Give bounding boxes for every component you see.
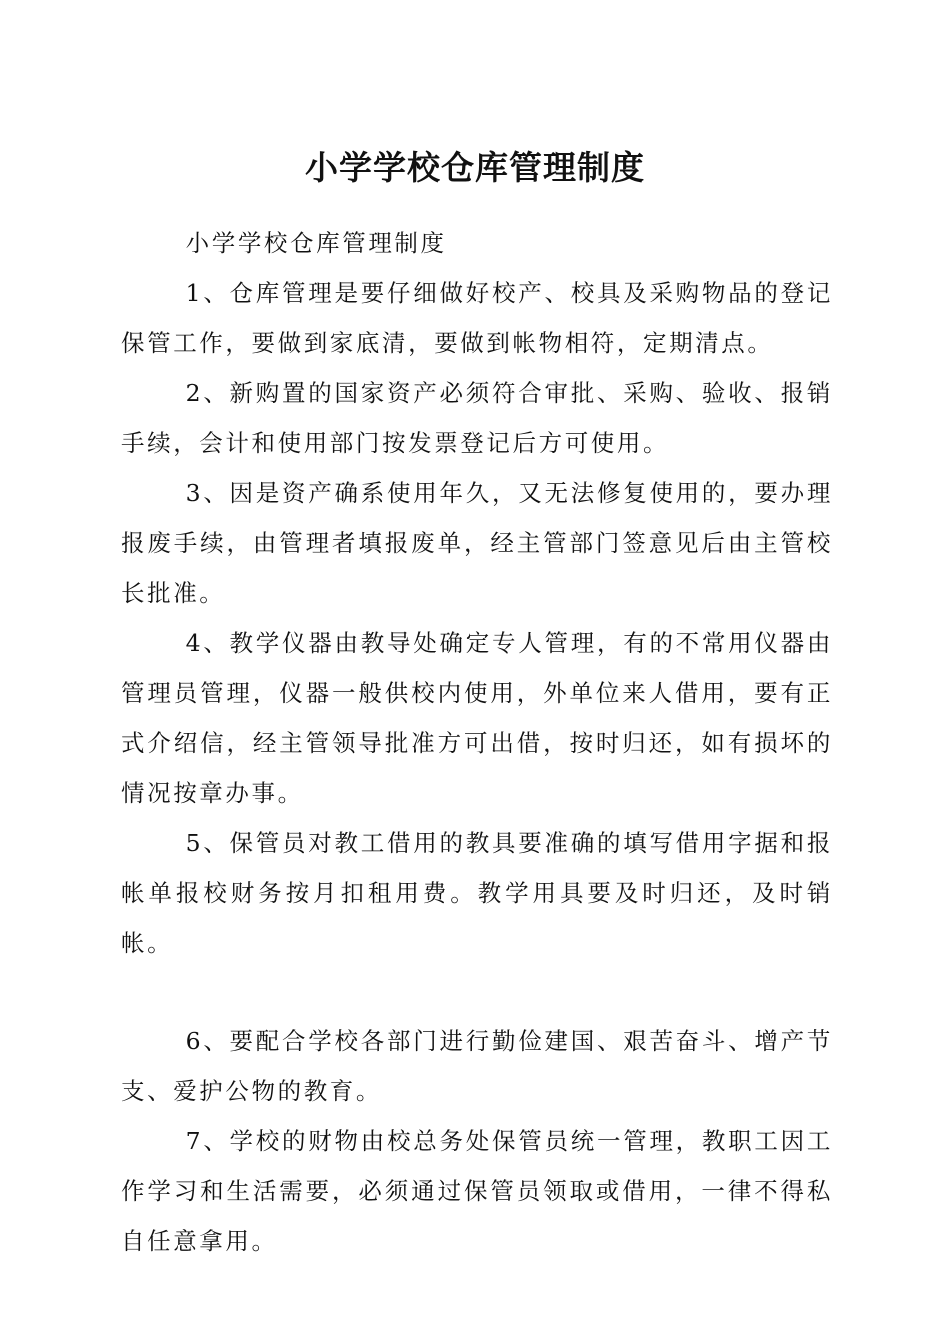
rule-paragraph-1: 1、仓库管理是要仔细做好校产、校具及采购物品的登记保管工作，要做到家底清，要做到帐物相符，定期清点。 xyxy=(121,279,833,357)
document-body xyxy=(121,218,833,1266)
rule-paragraph-7: 7、学校的财物由校总务处保管员统一管理，教职工因工作学习和生活需要，必须通过保管员领取或借用，一律不得私自任意拿用。 xyxy=(121,1127,833,1255)
rule-paragraph-5: 5、保管员对教工借用的教具要准确的填写借用字据和报帐单报校财务按月扣租用费。教学用具要及时归还，及时销帐。 xyxy=(121,829,833,957)
rule-paragraph-6: 6、要配合学校各部门进行勤俭建国、艰苦奋斗、增产节支、爱护公物的教育。 xyxy=(121,1027,833,1105)
rule-paragraph-3: 3、因是资产确系使用年久，又无法修复使用的，要办理报废手续，由管理者填报废单，经主管部门签意见后由主管校长批准。 xyxy=(121,479,833,607)
rule-paragraph-2: 2、新购置的国家资产必须符合审批、采购、验收、报销手续，会计和使用部门按发票登记后方可使用。 xyxy=(121,379,833,457)
subtitle-paragraph: 小学学校仓库管理制度 xyxy=(185,229,447,257)
rule-paragraph-4: 4、教学仪器由教导处确定专人管理，有的不常用仪器由管理员管理，仪器一般供校内使用，外单位来人借用，要有正式介绍信，经主管领导批准方可出借，按时归还，如有损坏的情况按章办事。 xyxy=(121,629,833,807)
document-title: 小学学校仓库管理制度 xyxy=(305,148,645,187)
